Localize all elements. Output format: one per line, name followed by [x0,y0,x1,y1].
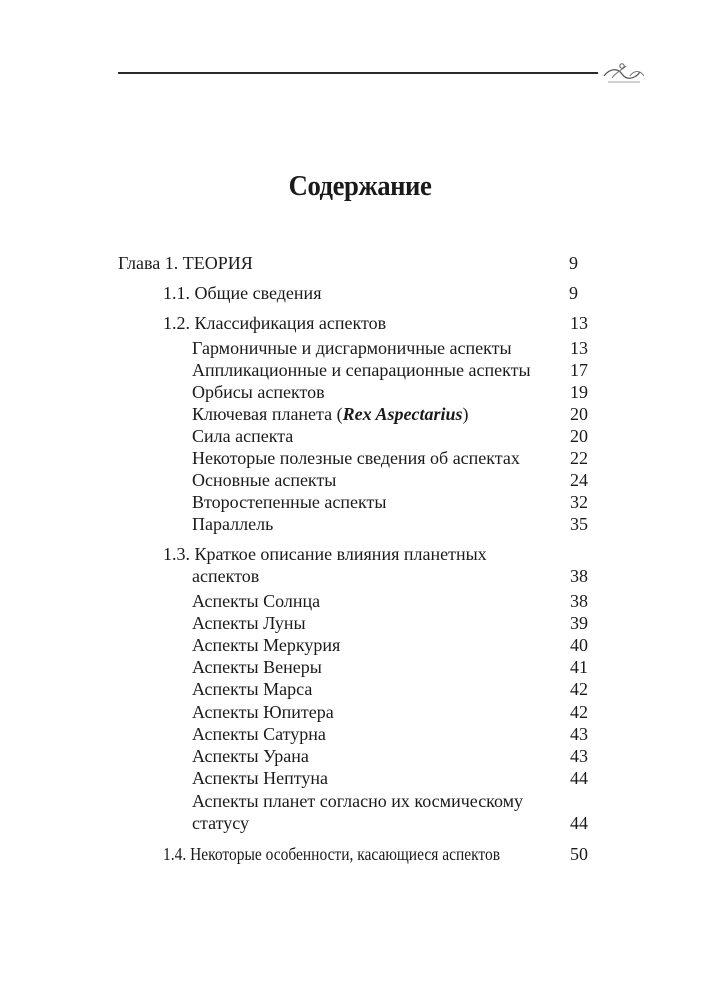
subsection-item: Аспекты Сатурна [192,724,326,744]
subsection-page: 19 [570,382,588,402]
subsection-page: 32 [570,492,588,512]
subsection-item: Аспекты Нептуна [192,768,329,788]
page-title: Содержание [288,170,432,202]
subsection-item: Аспекты Луны [192,613,306,633]
subsection-item: Орбисы аспектов [192,382,325,402]
section-number: 1.3. [163,544,190,564]
section-number: 1.2. [163,313,190,333]
section-number: 1.1. [163,283,190,303]
subsection-item: Аспекты Юпитера [192,702,334,722]
section-1-3 [163,543,487,565]
section-page: 38 [570,566,588,586]
subsection-item: Аспекты Венеры [192,657,322,677]
subsection-item [192,403,468,425]
section-label: Краткое описание влияния планетных [194,544,487,564]
subsection-page: 42 [570,702,588,722]
subsection-label-text: ) [462,404,469,424]
subsection-page: 24 [570,470,588,490]
subsection-item: Аспекты Урана [192,746,309,766]
subsection-label-text: Ключевая планета ( [192,404,343,424]
section-page: 9 [569,283,578,303]
subsection-page: 20 [570,404,588,424]
chapter-page: 9 [569,253,578,273]
subsection-page: 35 [570,514,588,534]
subsection-item: Некоторые полезные сведения об аспектах [192,448,520,468]
subsection-page: 43 [570,746,588,766]
section-number: 1.4. [163,844,187,864]
subsection-page: 22 [570,448,588,468]
subsection-item: Аппликационные и сепарационные аспекты [192,360,531,380]
subsection-item: Аспекты Солнца [192,591,321,611]
subsection-item: Аспекты Меркурия [192,635,341,655]
subsection-page: 42 [570,679,588,699]
section-1-4 [163,843,555,865]
chapter-title: Глава 1. ТЕОРИЯ [118,253,253,273]
subsection-page: 44 [570,813,588,833]
subsection-page: 17 [570,360,588,380]
subsection-page: 40 [570,635,588,655]
subsection-page: 44 [570,768,588,788]
section-page: 13 [570,313,588,333]
section-label: Общие сведения [194,283,322,303]
section-1-2 [163,312,386,334]
section-page: 50 [570,844,588,864]
subsection-page: 39 [570,613,588,633]
subsection-item: Аспекты планет согласно их космическому [192,791,524,811]
subsection-item: Второстепенные аспекты [192,492,387,512]
subsection-item: Основные аспекты [192,470,337,490]
section-1-1 [163,282,321,304]
section-label: Некоторые особенности, касающиеся аспектов [190,844,501,864]
section-label-continuation: аспектов [192,566,260,586]
subsection-page: 13 [570,338,588,358]
subsection-item: Параллель [192,514,274,534]
section-label: Классификация аспектов [194,313,387,333]
subsection-item: Аспекты Марса [192,679,313,699]
subsection-page: 20 [570,426,588,446]
subsection-page: 43 [570,724,588,744]
subsection-item-continuation: статусу [192,813,249,833]
subsection-page: 38 [570,591,588,611]
subsection-item: Сила аспекта [192,426,294,446]
subsection-item: Гармоничные и дисгармоничные аспекты [192,338,512,358]
subsection-label-emphasis: Rex Aspectarius [342,404,463,424]
subsection-page: 41 [570,657,588,677]
